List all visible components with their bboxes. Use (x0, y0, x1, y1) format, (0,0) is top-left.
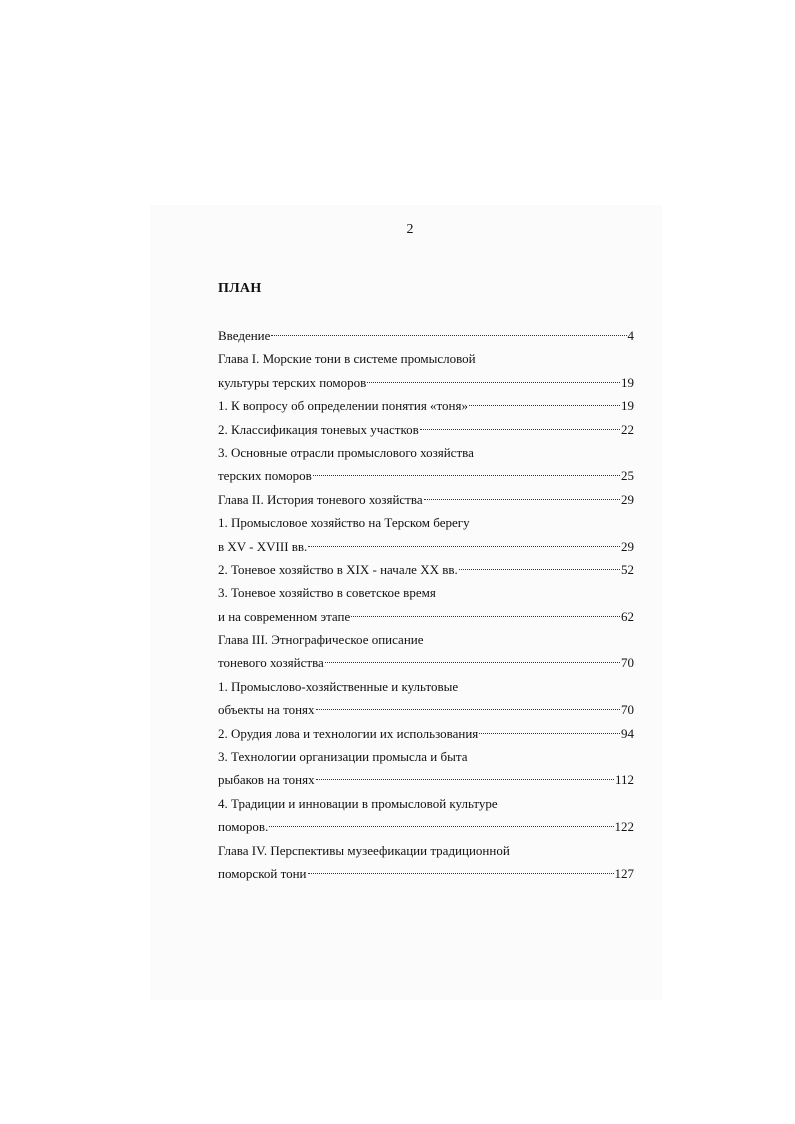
toc-entry-text: Глава IV. Перспективы музеефикации традиционной (218, 842, 510, 858)
toc-entry-text: Глава III. Этнографическое описание (218, 632, 424, 648)
toc-entry-text: 4. Традиции и инновации в промысловой культуре (218, 795, 498, 811)
toc-entry-text: культуры терских поморов (218, 374, 367, 390)
dot-leader (269, 825, 613, 827)
toc-page-number: 112 (614, 772, 634, 788)
toc-entry-text: поморов. (218, 819, 269, 835)
toc-page-number: 19 (621, 374, 634, 390)
toc-entry-text: и на современном этапе (218, 608, 351, 624)
toc-entry-text: 1. Промыслово-хозяйственные и культовые (218, 678, 459, 694)
toc-entry (218, 628, 634, 651)
dot-leader (424, 498, 620, 500)
toc-entry-text: в XV - XVIII вв. (218, 538, 308, 554)
toc-entry (218, 651, 634, 674)
toc-page-number: 4 (627, 328, 634, 343)
toc-entry-text: Глава II. История тоневого хозяйства (218, 491, 423, 507)
dot-leader (325, 661, 620, 663)
toc-entry-text: рыбаков на тонях (218, 772, 315, 788)
toc-entry-text: тоневого хозяйства (218, 655, 324, 671)
dot-leader (316, 708, 620, 710)
dot-leader (313, 474, 620, 476)
toc-entry-text: объекты на тонях (218, 702, 315, 718)
toc-entry-text: 3. Основные отрасли промыслового хозяйства (218, 444, 474, 460)
dot-leader (308, 545, 620, 547)
toc-entry (218, 441, 634, 464)
toc-entry (218, 792, 634, 815)
toc-page-number: 127 (614, 865, 634, 881)
toc-page-number: 94 (621, 725, 634, 741)
toc-page-number: 25 (621, 468, 634, 484)
toc-entry-text: 1. Промысловое хозяйство на Терском берегу (218, 515, 470, 531)
dot-leader (459, 568, 620, 570)
dot-leader (271, 334, 626, 336)
toc-entry-text: терских поморов (218, 468, 312, 484)
toc-entry (218, 347, 634, 370)
toc-entry (218, 768, 634, 791)
toc-entry (218, 605, 634, 628)
toc-entry (218, 581, 634, 604)
toc-page-number: 29 (621, 491, 634, 507)
dot-leader (479, 732, 620, 734)
dot-leader (469, 404, 620, 406)
dot-leader (351, 615, 620, 617)
dot-leader (308, 872, 614, 874)
toc-page-number: 29 (621, 538, 634, 554)
toc-page-number: 122 (614, 819, 634, 835)
toc-entry (218, 535, 634, 558)
toc-entry (218, 394, 634, 417)
toc-entry (218, 862, 634, 885)
toc-entry (218, 511, 634, 534)
toc-entry (218, 815, 634, 838)
toc-page-number: 70 (621, 655, 634, 671)
toc-entry (218, 698, 634, 721)
toc-page-number: 70 (621, 702, 634, 718)
toc-entry-text: Глава I. Морские тони в системе промысловой (218, 351, 476, 367)
toc-entry (218, 324, 634, 347)
page-title: ПЛАН (218, 281, 262, 296)
toc-page-number: 52 (621, 561, 634, 577)
dot-leader (316, 778, 614, 780)
toc-entry-text: 2. Тоневое хозяйство в XIX - начале XX вв. (218, 561, 458, 577)
toc-entry (218, 558, 634, 581)
toc-page-number: 62 (621, 608, 634, 624)
toc-entry (218, 745, 634, 768)
toc-entry-text: 2. Классификация тоневых участков (218, 421, 419, 437)
toc-entry (218, 675, 634, 698)
toc-entry-text: 3. Технологии организации промысла и быта (218, 749, 468, 765)
table-of-contents (218, 324, 634, 885)
toc-page-number: 22 (621, 421, 634, 437)
dot-leader (420, 428, 620, 430)
page-number: 2 (406, 222, 414, 237)
toc-page-number: 19 (621, 398, 634, 414)
toc-entry-text: 3. Тоневое хозяйство в советское время (218, 585, 436, 601)
toc-entry-text: 2. Орудия лова и технологии их использования (218, 725, 479, 741)
toc-entry-text: Введение (218, 328, 271, 343)
toc-entry (218, 839, 634, 862)
toc-entry (218, 488, 634, 511)
dot-leader (367, 381, 620, 383)
toc-entry (218, 371, 634, 394)
toc-entry (218, 464, 634, 487)
toc-entry (218, 722, 634, 745)
toc-entry-text: поморской тони (218, 865, 307, 881)
toc-entry-text: 1. К вопросу об определении понятия «тоня» (218, 398, 468, 414)
toc-entry (218, 418, 634, 441)
